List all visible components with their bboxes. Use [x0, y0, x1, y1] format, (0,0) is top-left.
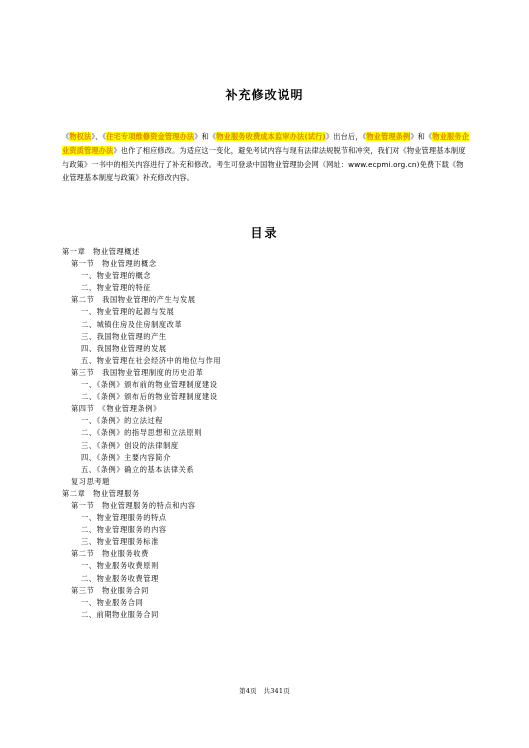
highlight-law: 住宅专项维修资金管理办法	[106, 132, 195, 141]
toc-entry[interactable]: 二、前期物业服务合同	[81, 609, 159, 619]
toc-entry[interactable]: 第三节 物业服务合同	[71, 585, 149, 595]
toc-entry[interactable]: 一、《条例》的立法过程	[81, 416, 164, 426]
highlight-law: 物业管理条例	[366, 132, 411, 141]
toc-entry[interactable]: 第四节 《物业管理条例》	[71, 404, 161, 414]
toc-entry[interactable]: 一、物业服务收费原则	[81, 561, 159, 571]
toc-entry[interactable]: 五、物业管理在社会经济中的地位与作用	[81, 355, 222, 365]
toc-entry[interactable]: 四、《条例》主要内容简介	[81, 452, 171, 462]
intro-text: 》出台后，《	[325, 132, 367, 141]
toc-entry[interactable]: 一、《条例》颁布前的物业管理制度建设	[81, 380, 218, 390]
toc-entry[interactable]: 三、物业管理服务标准	[81, 537, 159, 547]
toc-entry[interactable]: 二、《条例》的指导思想和立法原则	[81, 428, 203, 438]
toc-entry[interactable]: 复习思考题	[71, 476, 110, 486]
toc-entry[interactable]: 一、物业管理的起源与发展	[81, 307, 175, 317]
toc-entry[interactable]: 第一节 物业管理的概念	[71, 259, 157, 269]
page-footer: 第4页 共341页	[239, 687, 290, 695]
toc-entry[interactable]: 第一节 物业管理服务的特点和内容	[71, 500, 196, 510]
toc-entry[interactable]: 二、城镇住房及住房制度改革	[81, 319, 183, 329]
toc-entry[interactable]: 第二章 物业管理服务	[62, 488, 140, 498]
table-of-contents	[62, 246, 482, 621]
toc-title: 目录	[250, 226, 279, 240]
toc-entry[interactable]: 二、物业服务收费管理	[81, 573, 159, 583]
highlight-law: 物业服务企业资质管理办法	[62, 132, 470, 155]
toc-entry[interactable]: 二、物业管理服务的内容	[81, 525, 167, 535]
toc-entry[interactable]: 二、《条例》颁布后的物业管理制度建设	[81, 392, 218, 402]
intro-text: 》和《	[194, 132, 217, 141]
toc-entry[interactable]: 三、《条例》创设的法律制度	[81, 440, 179, 450]
toc-entry[interactable]: 三、我国物业管理的产生	[81, 331, 167, 341]
toc-entry[interactable]: 四、我国物业管理的发展	[81, 343, 167, 353]
toc-entry[interactable]: 一、物业管理服务的特点	[81, 513, 167, 523]
toc-entry[interactable]: 二、物业管理的特征	[81, 283, 152, 293]
toc-entry[interactable]: 第一章 物业管理概述	[62, 247, 140, 256]
toc-entry[interactable]: 第二节 我国物业管理的产生与发展	[71, 295, 196, 305]
toc-entry[interactable]: 一、物业管理的概念	[81, 271, 152, 281]
toc-entry[interactable]: 一、物业服务合同	[81, 597, 144, 607]
intro-text: 》也作了相应修改。为适应这一变化，避免考试内容与现有法律法规脱节和冲突，我们对《物业管理基本制度与政策》一书中的相关内容进行了补充和修改。考生可登录中国物业管理协会网（网址：www.ecpmi.org.cn)免费下载《物业管理基本制度与政策》补充修改内容。	[62, 145, 466, 183]
intro-text: 《	[62, 132, 70, 141]
toc-entry[interactable]: 五、《条例》确立的基本法律关系	[81, 464, 195, 474]
intro-text: 》、《	[91, 132, 107, 141]
page-title: 补充修改说明	[225, 88, 304, 102]
toc-entry[interactable]: 第二节 物业服务收费	[71, 549, 149, 559]
toc-entry[interactable]: 第三节 我国物业管理制度的历史沿革	[71, 367, 204, 377]
intro-paragraph	[62, 130, 470, 185]
highlight-law: 物业服务收费成本监审办法(试行)	[216, 132, 326, 141]
highlight-law: 物权法	[69, 132, 92, 141]
intro-text: 》和《	[410, 132, 433, 141]
